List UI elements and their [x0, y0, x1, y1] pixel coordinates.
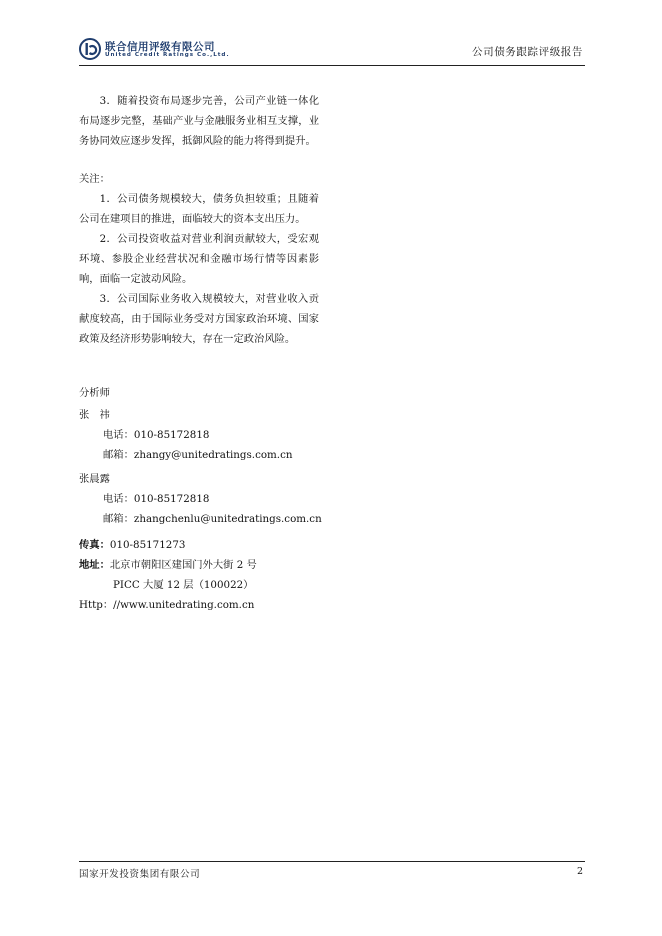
- analysts-heading: 分析师: [79, 387, 110, 399]
- page-header: [79, 36, 585, 66]
- fax-line: [79, 535, 319, 555]
- footer-divider: [79, 861, 585, 862]
- fax-label: 传真：: [79, 539, 110, 551]
- phone-value: 010-85172818: [133, 429, 210, 441]
- website-link[interactable]: //www.unitedrating.com.cn: [113, 599, 255, 611]
- analyst-name: 张 祎: [79, 409, 110, 421]
- concern-item-3: 3．公司国际业务收入规模较大，对营业收入贡献度较高，由于国际业务受对方国家政治环境、国家政策及经济形势影响较大，存在一定政治风险。: [79, 293, 319, 345]
- concern-item-2: 2．公司投资收益对营业利润贡献较大，受宏观环境、参股企业经营状况和金融市场行情等因素影响，面临一定波动风险。: [79, 233, 319, 285]
- address-value-1: 北京市朝阳区建国门外大街 2 号: [109, 559, 257, 571]
- address-line-2: PICC 大厦 12 层（100022）: [113, 579, 254, 591]
- analyst-email: [79, 509, 322, 529]
- address-label: 地址：: [79, 559, 110, 571]
- phone-label: 电话：: [103, 493, 134, 505]
- email-value[interactable]: zhangy@unitedratings.com.cn: [133, 449, 293, 461]
- logo-text-en: United Credit Ratings Co.,Ltd.: [105, 52, 230, 58]
- analyst-phone: [79, 489, 319, 509]
- strength-item-3: 3．随着投资布局逐步完善，公司产业链一体化布局逐步完整，基础产业与金融服务业相互支撑，业务协同效应逐步发挥，抵御风险的能力将得到提升。: [79, 95, 319, 147]
- page-number: 2: [576, 866, 583, 877]
- email-value[interactable]: zhangchenlu@unitedratings.com.cn: [133, 513, 322, 525]
- website-line: [79, 595, 319, 615]
- address-line: [79, 555, 319, 575]
- phone-value: 010-85172818: [133, 493, 210, 505]
- concern-item-1: 1．公司债务规模较大，债务负担较重；且随着公司在建项目的推进，面临较大的资本支出压力。: [79, 193, 319, 225]
- page-content: [79, 91, 322, 615]
- logo-text-cn: 联合信用评级有限公司: [105, 41, 215, 53]
- concerns-heading: 关注：: [79, 173, 110, 185]
- email-label: 邮箱：: [103, 449, 134, 461]
- report-title: 公司债务跟踪评级报告: [472, 46, 583, 58]
- analyst-phone: [79, 425, 319, 445]
- company-logo: [79, 38, 279, 64]
- header-divider: [79, 65, 585, 66]
- logo-icon: [79, 38, 101, 60]
- footer-company: 国家开发投资集团有限公司: [79, 869, 201, 880]
- http-label: Http：: [79, 599, 114, 611]
- email-label: 邮箱：: [103, 513, 134, 525]
- phone-label: 电话：: [103, 429, 134, 441]
- analyst-name: 张晨露: [79, 473, 110, 485]
- fax-value: 010-85171273: [109, 539, 186, 551]
- analyst-email: [79, 445, 319, 465]
